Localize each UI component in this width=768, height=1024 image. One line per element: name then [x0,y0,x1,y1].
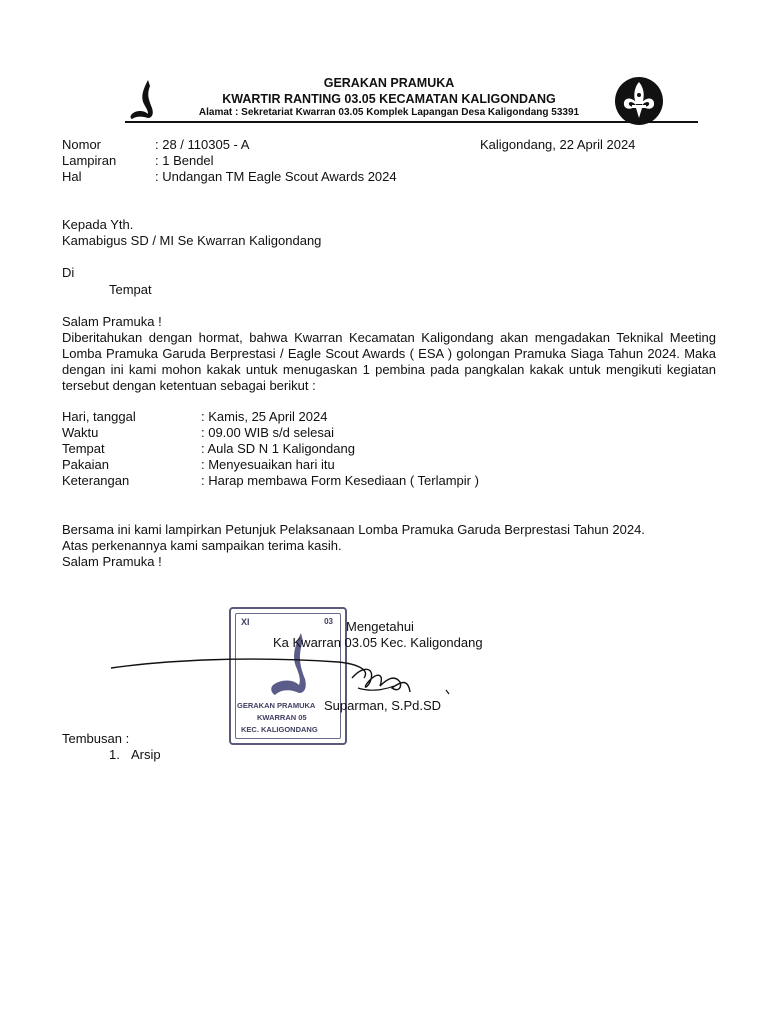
stamp-line3: KEC. KALIGONDANG [241,725,318,734]
closing-line3: Salam Pramuka ! [62,554,162,569]
recipient-line1: Kepada Yth. [62,217,134,232]
place-date: Kaligondang, 22 April 2024 [480,137,636,152]
letterhead-divider [125,121,698,123]
tembusan-item-number: 1. [109,747,120,762]
recipient-line2: Kamabigus SD / MI Se Kwarran Kaligondang [62,233,322,248]
body-paragraph: Diberitahukan dengan hormat, bahwa Kwarran Kecamatan Kaligondang akan mengadakan Teknikal Meeting Lomba Pramuka Garuda Berprestasi / Eagle Scout Awards ( ESA ) golongan Pramuka Siaga Tahun 2024. Maka dengan ini kami mohon kakak untuk menugaskan 1 pembina pada pangkalan kakak untuk mengikuti kegiatan tersebut dengan ketentuan sebagai berikut : [62,330,716,393]
stamp-line1: GERAKAN PRAMUKA [237,701,316,710]
detail-value: : Harap membawa Form Kesediaan ( Terlampir ) [201,473,479,488]
lampiran-value: : 1 Bendel [155,153,214,168]
letterhead-address: Alamat : Sekretariat Kwarran 03.05 Komplek Lapangan Desa Kaligondang 53391 [198,107,580,118]
signatory-name: Suparman, S.Pd.SD [324,698,442,713]
detail-label: Hari, tanggal [62,409,136,424]
letterhead-org: GERAKAN PRAMUKA [323,76,455,90]
fleur-de-lis-scout-emblem-icon [614,76,664,126]
hal-value: : Undangan TM Eagle Scout Awards 2024 [155,169,397,184]
detail-value: : Menyesuaikan hari itu [201,457,335,472]
greeting: Salam Pramuka ! [62,314,162,329]
stamp-line2: KWARRAN 05 [257,713,307,722]
detail-label: Waktu [62,425,99,440]
detail-label: Keterangan [62,473,130,488]
tembusan-item-text: Arsip [131,747,161,762]
recipient-di: Di [62,265,75,280]
mengetahui-text: Mengetahui [346,619,414,634]
detail-value: : 09.00 WIB s/d selesai [201,425,334,440]
letterhead-unit: KWARTIR RANTING 03.05 KECAMATAN KALIGONDANG [222,92,556,106]
signatory-position: Ka Kwarran 03.05 Kec. Kaligondang [273,635,483,650]
stamp-corner-right: 03 [324,617,333,626]
recipient-tempat: Tempat [109,282,152,297]
lampiran-label: Lampiran [62,153,117,168]
closing-line1: Bersama ini kami lampirkan Petunjuk Pelaksanaan Lomba Pramuka Garuda Berprestasi Tahun 2024. [62,522,645,537]
detail-label: Pakaian [62,457,109,472]
closing-line2: Atas perkenannya kami sampaikan terima kasih. [62,538,342,553]
tembusan-label: Tembusan : [62,731,130,746]
nomor-label: Nomor [62,137,102,152]
detail-label: Tempat [62,441,105,456]
nomor-value: : 28 / 110305 - A [155,137,250,152]
detail-value: : Aula SD N 1 Kaligondang [201,441,355,456]
detail-value: : Kamis, 25 April 2024 [201,409,328,424]
hal-label: Hal [62,169,82,184]
stamp-corner-left: XI [241,617,250,627]
